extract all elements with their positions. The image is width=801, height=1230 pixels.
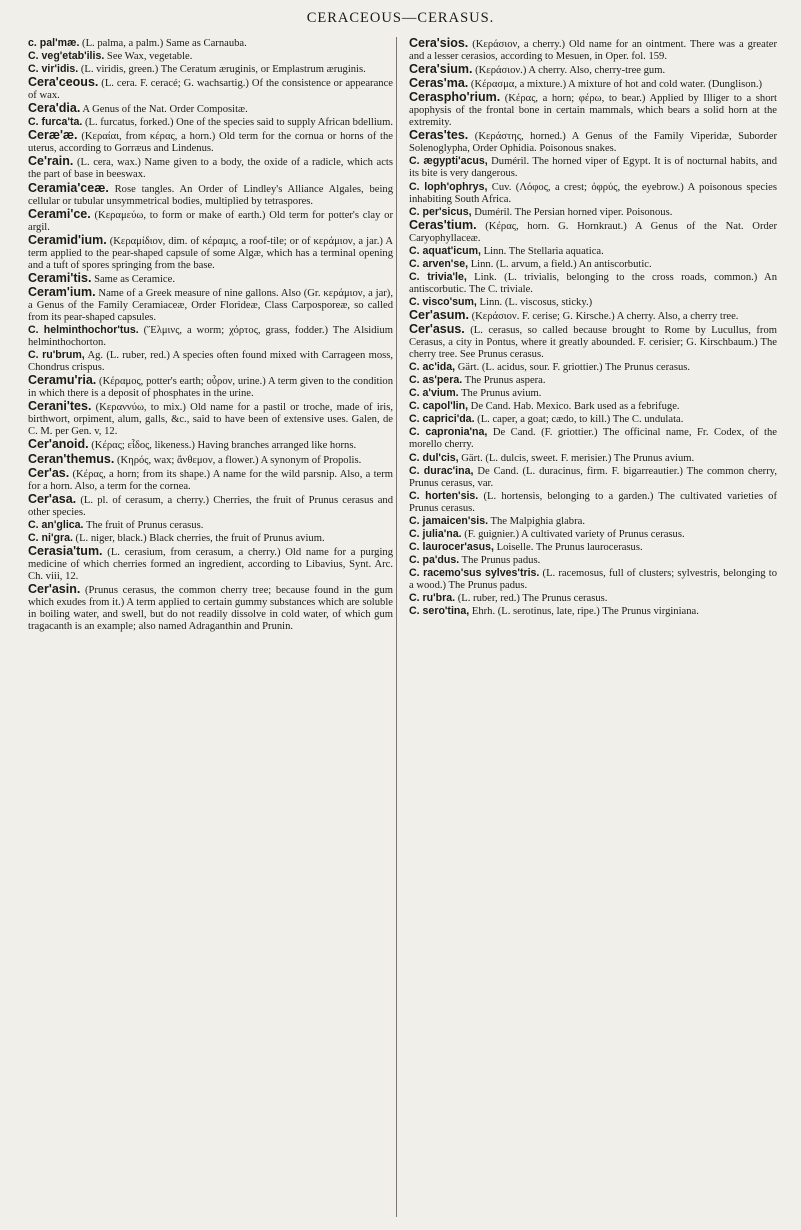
dictionary-entry (28, 182, 393, 208)
dictionary-entry (409, 258, 777, 271)
entry-headword: C. caprici'da. (409, 413, 475, 426)
entry-definition: A Genus of the Nat. Order Compositæ. (80, 104, 248, 116)
entry-headword: Cer'anoid. (28, 437, 89, 452)
dictionary-entry (28, 349, 393, 374)
entry-definition: Duméril. The horned viper of Egypt. It is of nocturnal habits, and its bite is very dangerous. (409, 156, 777, 180)
dictionary-entry (28, 467, 393, 493)
dictionary-entry (409, 515, 777, 528)
entry-headword: C. ac'ida, (409, 361, 456, 374)
entry-definition: (L. ruber, red.) The Prunus cerasus. (455, 593, 608, 605)
entry-definition: (Κεραμεύω, to form or make of earth.) Old term for potter's clay or argil. (28, 209, 393, 233)
dictionary-entry (409, 323, 777, 361)
dictionary-entry (409, 567, 777, 592)
dictionary-entry (409, 37, 777, 63)
dictionary-entry (28, 374, 393, 400)
entry-headword: Cer'asum. (409, 307, 469, 322)
entry-definition: Gärt. (L. acidus, sour. F. griottier.) The Prunus cerasus. (455, 362, 691, 374)
entry-definition: (Κέρας, a horn; from its shape.) A name for the wild parsnip. Also, a term for a horn. Also, a term for the cornea. (28, 468, 393, 492)
entry-definition: (L. cera. F. ceracé; G. wachsartig.) Of the consistence or appearance of wax. (28, 78, 393, 102)
entry-headword: Cer'asa. (28, 491, 77, 506)
entry-headword: C. ni'gra. (28, 531, 73, 544)
entry-definition: (Prunus cerasus, the common cherry tree; because found in the gum which exudes from it.) A term applied to certain gummy substances which are soluble in boiling water, and swell, but do not readily dissolve in cold water, of which gum tragacanth is an example; also named Adraganthin and Prunin. (28, 584, 393, 633)
dictionary-entry (28, 519, 393, 532)
dictionary-entry (409, 592, 777, 605)
entry-definition: De Cand. Hab. Mexico. Bark used as a febrifuge. (468, 401, 680, 413)
running-header: CERACEOUS—CERASUS. (306, 10, 495, 26)
entry-headword: Ceramid'ium. (28, 232, 107, 247)
entry-headword: Ceraspho'rium. (409, 90, 501, 105)
right-column (409, 37, 777, 618)
entry-definition: (Κεράσιον.) A cherry. Also, cherry-tree gum. (472, 65, 666, 77)
dictionary-entry (409, 400, 777, 413)
entry-headword: C. durac'ina, (409, 464, 474, 477)
column-divider (396, 37, 397, 1217)
entry-headword: Cera'dia. (28, 101, 81, 116)
dictionary-entry (28, 208, 393, 234)
entry-headword: Cer'as. (28, 465, 70, 480)
entry-headword: C. ægypti'acus, (409, 155, 488, 168)
entry-definition: Linn. (L. arvum, a field.) An antiscorbutic. (468, 258, 652, 270)
entry-definition: Ehrh. (L. serotinus, late, ripe.) The Prunus virginiana. (469, 606, 699, 618)
entry-definition: (L. cerasus, so called because brought to Rome by Lucullus, from Cerasus, a city in Pontus, where it greatly abounded. F. cerisier; G. Kirschbaum.) The cherry tree. See Prunus cerasus. (409, 325, 777, 361)
entry-definition: (Κεράσιον, a cherry.) Old name for an ointment. There was a greater and a lesser cerasios, according to Mesuen, in Oper. fol. 159. (409, 39, 777, 63)
entry-headword: C. as'pera. (409, 374, 463, 387)
dictionary-entry (409, 465, 777, 490)
dictionary-entry (409, 361, 777, 374)
entry-definition: De Cand. (L. duracinus, firm. F. bigarreautier.) The common cherry, Prunus cerasus, var. (409, 465, 777, 489)
entry-definition: (L. cera, wax.) Name given to a body, the oxide of a radicle, which acts the part of base in beeswax. (28, 157, 393, 181)
entry-headword: Ce'rain. (28, 154, 74, 169)
dictionary-entry (28, 37, 393, 50)
entry-definition: The Prunus avium. (458, 388, 542, 400)
entry-definition: The Prunus aspera. (462, 375, 546, 387)
dictionary-entry (409, 309, 777, 323)
entry-headword: C. capronia'na, (409, 426, 488, 439)
entry-definition: (L. caper, a goat; cædo, to kill.) The C. undulata. (474, 414, 684, 426)
entry-headword: C. dul'cis, (409, 451, 459, 464)
dictionary-entry (28, 272, 393, 286)
dictionary-entry (28, 50, 393, 63)
entry-headword: Cer'asin. (28, 581, 81, 596)
entry-headword: c. pal'mæ. (28, 37, 80, 49)
dictionary-entry (28, 453, 393, 467)
entry-headword: Cera'sios. (409, 36, 469, 50)
entry-headword: Cera'sium. (409, 62, 473, 77)
entry-definition: (L. niger, black.) Black cherries, the fruit of Prunus avium. (72, 532, 325, 544)
entry-headword: C. capol'lin, (409, 400, 469, 413)
dictionary-entry (409, 245, 777, 258)
entry-headword: C. racemo'sus sylves'tris. (409, 566, 540, 579)
entry-definition: (Ἕλμινς, a worm; χόρτος, grass, fodder.) The Alsidium helminthochorton. (28, 325, 393, 349)
dictionary-entry (28, 76, 393, 102)
entry-definition: (L. pl. of cerasum, a cherry.) Cherries, the fruit of Prunus cerasus and other species. (28, 494, 393, 518)
entry-definition: (Κεραννύω, to mix.) Old name for a pastil or troche, made of iris, birthwort, orpiment, alum, galls, &c., said to have been of extensive uses. Galen, de C. M. per Gen. v, 12. (28, 402, 393, 438)
dictionary-entry (409, 77, 777, 91)
entry-definition: (L. racemosus, full of clusters; sylvestris, belonging to a wood.) The Prunus padus. (409, 567, 777, 591)
entry-headword: C. helminthochor'tus. (28, 324, 139, 337)
entry-definition: Rose tangles. An Order of Lindley's Alliance Algales, being cellular or tubular unsymmetrical bodies, multiplied by tetraspores. (28, 183, 393, 207)
entry-definition: Linn. (L. viscosus, sticky.) (476, 296, 593, 308)
dictionary-entry (409, 605, 777, 618)
entry-headword: C. trivia'le, (409, 270, 467, 283)
entry-definition: (Κέρας, a horn; φέρω, to bear.) Applied by Illiger to a short apophysis of the frontal bone in certain mammals, which bears a solid horn at the extremity. (409, 93, 777, 129)
entry-headword: C. loph'ophrys, (409, 180, 488, 193)
dictionary-entry (28, 493, 393, 519)
dictionary-entry (28, 438, 393, 452)
entry-definition: (Κεραίαι, from κέρας, a horn.) Old term for the cornua or horns of the uterus, according to Gorræus and Lindenus. (28, 131, 393, 155)
entry-headword: C. visco'sum, (409, 295, 477, 308)
dictionary-entry (28, 286, 393, 324)
entry-definition: (Κέρας; εἶδος, likeness.) Having branches arranged like horns. (88, 440, 357, 452)
entry-definition: (Κεραμίδιον, dim. of κέραμις, a roof-tile; or of κεράμιον, a jar.) A term applied to the pear-shaped capsule of some Algæ, which has a terminal opening and a tuft of spores springing from the base. (28, 235, 393, 271)
entry-definition: (L. hortensis, belonging to a garden.) The cultivated varieties of Prunus cerasus. (409, 490, 777, 514)
entry-headword: C. veg'etab'ilis. (28, 50, 105, 63)
entry-headword: Ceras'tes. (409, 128, 469, 143)
entry-definition: See Wax, vegetable. (104, 51, 193, 63)
entry-headword: C. ru'bra. (409, 592, 456, 605)
entry-definition: Loiselle. The Prunus laurocerasus. (493, 541, 643, 553)
dictionary-entry (28, 324, 393, 349)
dictionary-entry (409, 452, 777, 465)
entry-headword: Ceræ'æ. (28, 128, 78, 143)
entry-headword: C. an'glica. (28, 518, 84, 531)
entry-headword: C. furca'ta. (28, 116, 83, 129)
dictionary-entry (28, 102, 393, 116)
dictionary-entry (409, 63, 777, 77)
entry-headword: Cerani'tes. (28, 399, 92, 414)
entry-headword: C. sero'tina, (409, 605, 470, 618)
entry-headword: Cer'asus. (409, 322, 465, 337)
entry-definition: The fruit of Prunus cerasus. (83, 519, 204, 531)
dictionary-entry (28, 583, 393, 633)
entry-headword: C. aquat'icum, (409, 244, 481, 257)
entry-headword: Ceras'tium. (409, 217, 477, 232)
dictionary-entry (409, 374, 777, 387)
dictionary-entry (28, 116, 393, 129)
entry-headword: C. a'vium. (409, 387, 459, 400)
dictionary-entry (409, 387, 777, 400)
dictionary-entry (409, 528, 777, 541)
entry-definition: (L. viridis, green.) The Ceratum æruginis, or Emplastrum æruginis. (78, 64, 366, 76)
entry-headword: C. vir'idis. (28, 63, 79, 76)
dictionary-entry (28, 400, 393, 438)
dictionary-entry (409, 426, 777, 451)
entry-definition: The Malpighia glabra. (488, 515, 585, 527)
entry-headword: C. laurocer'asus, (409, 540, 494, 553)
entry-headword: Cerasia'tum. (28, 543, 103, 558)
entry-definition: The Prunus padus. (459, 554, 541, 566)
dictionary-entry (28, 234, 393, 272)
dictionary-entry (409, 181, 777, 206)
entry-definition: (Κηρός, wax; ἄνθεμον, a flower.) A synonym of Propolis. (114, 454, 362, 466)
dictionary-entry (409, 271, 777, 296)
entry-headword: Ceramia'ceæ. (28, 180, 109, 195)
entry-definition: Duméril. The Persian horned viper. Poisonous. (471, 206, 673, 218)
entry-definition: (Κεράσιον. F. cerise; G. Kirsche.) A cherry. Also, a cherry tree. (468, 310, 739, 322)
entry-definition: (F. guignier.) A cultivated variety of Prunus cerasus. (461, 528, 685, 540)
dictionary-entry (409, 91, 777, 129)
left-column (28, 37, 393, 633)
entry-definition: (L. cerasium, from cerasum, a cherry.) Old name for a purging medicine of which cherries formed an ingredient, according to Libavius, Synt. Arc. Ch. viii, 12. (28, 546, 393, 582)
entry-headword: C. julia'na. (409, 527, 462, 540)
entry-definition: Cuv. (Λόφος, a crest; ὀφρύς, the eyebrow.) A poisonous species inhabiting South Africa. (409, 181, 777, 205)
entry-headword: Ceram'ium. (28, 284, 96, 299)
entry-definition: De Cand. (F. griottier.) The officinal name, Fr. Codex, of the morello cherry. (409, 427, 777, 451)
entry-definition: (Κεράστης, horned.) A Genus of the Family Viperidæ, Suborder Solenoglypha, Order Ophidia. Poisonous snakes. (409, 131, 777, 155)
entry-definition: (Κέρασμα, a mixture.) A mixture of hot and cold water. (Dunglison.) (468, 79, 763, 91)
entry-definition: Name of a Greek measure of nine gallons. Also (Gr. κεράμιον, a jar), a Genus of the Family Ceramiaceæ, Order Florideæ, Class Carposporeæ, so called from its pear-shaped capsules. (28, 287, 393, 323)
dictionary-entry (28, 155, 393, 181)
dictionary-entry (28, 129, 393, 155)
entry-headword: C. jamaicen'sis. (409, 514, 489, 527)
entry-definition: (Κέρας, horn. G. Hornkraut.) A Genus of the Nat. Order Caryophyllaceæ. (409, 220, 777, 244)
entry-definition: Gärt. (L. dulcis, sweet. F. merisier.) The Prunus avium. (458, 452, 695, 464)
dictionary-entry (409, 554, 777, 567)
entry-headword: C. horten'sis. (409, 489, 479, 502)
entry-definition: Link. (L. trivialis, belonging to the cross roads, common.) An antiscorbutic. The C. triviale. (409, 271, 777, 295)
entry-headword: C. ru'brum, (28, 349, 85, 362)
entry-headword: Ceran'themus. (28, 451, 115, 466)
dictionary-entry (409, 219, 777, 245)
entry-definition: Ag. (L. ruber, red.) A species often found mixed with Carrageen moss, Chondrus crispus. (28, 350, 394, 374)
dictionary-entry (28, 545, 393, 583)
entry-definition: Linn. The Stellaria aquatica. (480, 245, 604, 257)
entry-headword: C. arven'se, (409, 257, 469, 270)
entry-headword: Ceras'ma. (409, 76, 469, 91)
entry-headword: C. per'sicus, (409, 205, 472, 218)
entry-definition: (L. furcatus, forked.) One of the species said to supply African bdellium. (82, 117, 393, 129)
entry-headword: Cera'ceous. (28, 75, 99, 90)
dictionary-entry (409, 541, 777, 554)
dictionary-entry (409, 155, 777, 180)
entry-headword: C. pa'dus. (409, 553, 460, 566)
entry-headword: Cerami'ce. (28, 206, 91, 221)
dictionary-entry (409, 490, 777, 515)
dictionary-entry (409, 129, 777, 155)
entry-headword: Cerami'tis. (28, 270, 92, 285)
entry-definition: (Κέραμος, potter's earth; οὖρον, urine.) A term given to the condition in which there is a deposit of phosphates in the urine. (28, 376, 393, 400)
entry-definition: Same as Ceramice. (91, 273, 175, 285)
entry-headword: Ceramu'ria. (28, 373, 97, 388)
entry-definition: (L. palma, a palm.) Same as Carnauba. (79, 38, 247, 49)
dictionary-entry (409, 413, 777, 426)
